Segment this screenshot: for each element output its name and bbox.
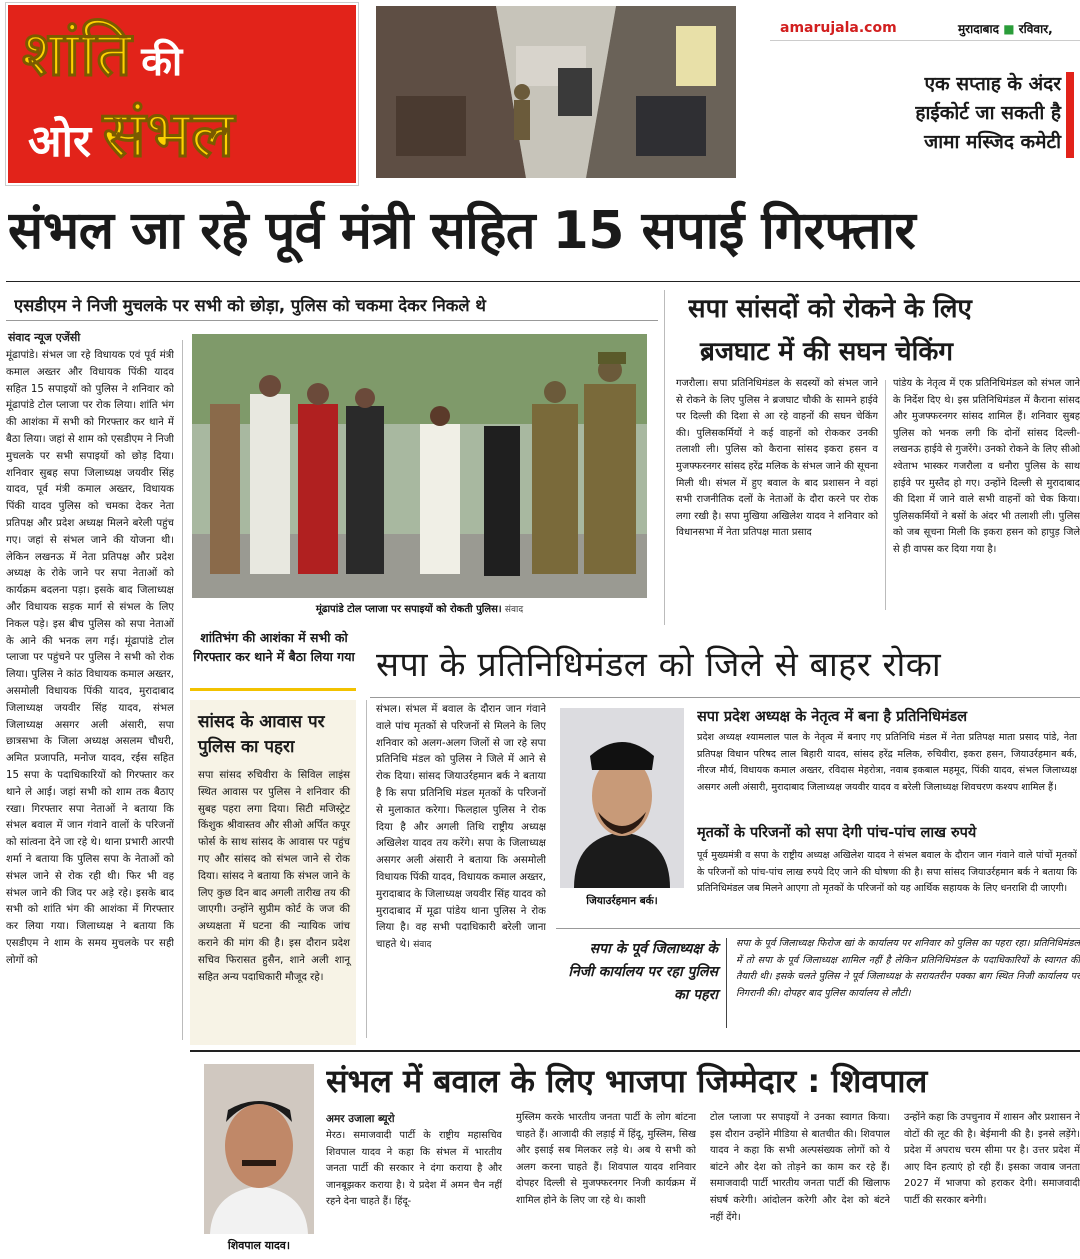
headline-rule (6, 281, 1080, 282)
delegation-body (376, 702, 546, 1037)
toll-plaza-graphic (192, 334, 647, 598)
right-story-col2: पांडेय के नेतृत्व में एक प्रतिनिधिमंडल को संभल जाने के निर्देश दिए थे। इस प्रतिनिधिमंडल में कैराना सांसद और मुजफ्फरनगर सांसद शामिल हैं। शनिवार सुबह पुलिस को भनक लगी कि दोनों सांसद दिल्ली-लखनऊ हाईवे से गुजरेंगे। उनको रोकने के लिए सीओ श्वेताभ भास्कर गजरौला व धनौरा पुलिस के साथ हाईवे पर मुस्तैद हो गए। उन्होंने दिल्ली से मुरादाबाद की दिशा में जाने वाले सभी वाहनों को चेक किया। पुलिसकर्मियों ने बसों के अंदर भी तलाशी ली। पुलिस को जब सूचना मिली कि इकरा हसन को हापुड़ जिले से ही वापस कर दिया गया है। (893, 378, 1080, 555)
street-photo-graphic (376, 6, 736, 178)
toll-plaza-photo (192, 334, 647, 598)
photo-caption-row (192, 599, 647, 623)
logo-word-ki: की (141, 39, 183, 85)
main-headline: संभल जा रहे पूर्व मंत्री सहित 15 सपाई गिरफ्तार (8, 201, 916, 261)
shivpal-col3: टोल प्लाजा पर सपाइयों ने उनका स्वागत किया। इस दौरान उन्होंने मीडिया से बातचीत की। शिवपाल यादव ने कहा कि सभी अल्पसंख्यक लोगों को ये बांटने और देश को तोड़ने का काम कर रहे हैं। समाजवादी पार्टी भारतीय जनता पार्टी की खिलाफ संघर्ष करेगी। आंदोलन करेगी और देश को बंटने नहीं देंगे। (710, 1112, 890, 1223)
dateline-day: रविवार, (1018, 22, 1053, 36)
side-headline-bar (1066, 72, 1074, 158)
delegation-sub2-headline: मृतकों के परिजनों को सपा देगी पांच-पांच लाख रुपये (697, 825, 977, 841)
dateline: मुरादाबाद ■ रविवार, (958, 22, 1053, 36)
photo-caption: मूंढापांडे टोल प्लाजा पर सपाइयों को रोकती पुलिस। (315, 604, 502, 615)
photo-credit: संवाद (504, 605, 524, 615)
barq-portrait-graphic (560, 708, 684, 888)
office-box-body: सपा के पूर्व जिलाध्यक्ष फिरोज खां के कार्यालय पर शनिवार को पुलिस का पहरा रहा। प्रतिनिधिमंडल में तो सपा के पूर्व जिलाध्यक्ष शामिल नहीं है लेकिन प्रतिनिधिमंडल के पदाधिकारियों के स्वागत की तैयारी थी। इसके चलते पुलिस ने पूर्व जिलाध्यक्ष के सरायतरीन पक्का बाग स्थित निजी कार्यालय पर निगरानी की। दोपहर बाद पुलिस कार्यालय से लौटी। (736, 938, 1080, 999)
office-box-headline: सपा के पूर्व जिलाध्यक्ष के निजी कार्यालय पर रहा पुलिस का पहरा (568, 941, 718, 1003)
logo-word-sambhal: संभल (102, 98, 235, 172)
office-box-rule (556, 928, 1080, 929)
shivpal-portrait (204, 1064, 314, 1234)
box-headline-rule (190, 688, 356, 691)
street-photo (376, 6, 736, 178)
masthead-rule (770, 40, 1080, 41)
shivpal-headline: संभल में बवाल के लिए भाजपा जिम्मेदार : शिवपाल (326, 1062, 928, 1100)
dateline-city: मुरादाबाद (958, 22, 1000, 36)
divider-center (366, 700, 367, 1038)
delegation-credit: संवाद (413, 940, 432, 951)
shivpal-col4: उन्होंने कहा कि उपचुनाव में शासन और प्रशासन ने वोटों की लूट की है। बेईमानी की है। इनसे लड़ेंगे। प्रदेश में अपराध चरम सीमा पर है। उत्तर प्रदेश में आए दिन हत्याएं हो रही हैं। इसका जवाब जनता 2027 में भाजपा को हराकर देगी। समाजवादी पार्टी की सरकार बनेगी। (904, 1112, 1080, 1206)
mp-house-box (190, 700, 356, 1045)
delegation-sub2-body: पूर्व मुख्यमंत्री व सपा के राष्ट्रीय अध्यक्ष अखिलेश यादव ने संभल बवाल के दौरान जान गंवाने वाले पांचों मृतकों के परिजनों को पांच-पांच लाख रुपये दिए जाने की घोषणा की है। सपा सांसद जियाउर्रहमान बर्क ने बताया कि प्रतिनिधिमंडल जब मिलने आएगा तो मृतकों के परिजनों को यह आर्थिक सहायक के लिए धनराशि दी जाएगी। (697, 850, 1077, 895)
left-subhead-rule (6, 320, 658, 321)
delegation-sub1-body: प्रदेश अध्यक्ष श्यामलाल पाल के नेतृत्व में बनाए गए प्रतिनिधि मंडल में नेता प्रतिपक्ष माता प्रसाद पांडे, नेता प्रतिपक्ष विधान परिषद लाल बिहारी यादव, सांसद हरेंद्र मलिक, रुचिवीरा, इकरा हसन, जियाउर्रहमान बर्क, नीरज मौर्य, विधायक कमाल अख्तर, रविदास मेहरोत्रा, नवाब इकबाल महमूद, पिंकी यादव, संभल जिलाध्यक्ष असगर अली अंसारी, मुरादाबाद जिलाध्यक्ष जयवीर यादव व बरेली जिलाध्यक्ष शिवचरण कश्यप शामिल हैं। (697, 732, 1077, 793)
shivpal-col1: मेरठ। समाजवादी पार्टी के राष्ट्रीय महासचिव शिवपाल यादव ने कहा कि संभल में भारतीय जनता पार्टी की सरकार ने दंगा कराया है और जानबूझकर कराया है। ये प्रदेश में अमन चैन नहीं रहने देना चाहते हैं। हिंदू- (326, 1130, 502, 1208)
right-headline-line2: ब्रजघाट में की सघन चेकिंग (700, 337, 954, 367)
right-headline-line1: सपा सांसदों को रोकने के लिए (688, 294, 972, 324)
left-story-col1: मूंढापांडे। संभल जा रहे विधायक एवं पूर्व मंत्री कमाल अख्तर और विधायक पिंकी यादव सहित 15 सपाइयों को पुलिस ने शनिवार को मूंढापांडे टोल प्लाजा पर रोक लिया। शांति भंग की आशंका में सभी को गिरफ्तार कर थाने में बैठा लिया। जहां से शाम को एसडीएम ने निजी मुचलके पर सभी सपाइयों को छोड़ दिया। शनिवार सुबह सपा जिलाध्यक्ष जयवीर सिंह यादव, पूर्व मंत्री कमाल अख्तर, विधायक पिंकी यादव पुलिस को चमका देकर नेता प्रतिपक्ष और प्रदेश अध्यक्ष मिलने बरेली पहुंच गए। जहां से संभल जाने की योजना थी। लेकिन लखनऊ में नेता प्रतिपक्ष और प्रदेश अध्यक्ष के रोके जाने पर सपा नेताओं को कार्यक्रम बदलना पड़ा। इसके बाद जिलाध्यक्ष और विधायक सड़क मार्ग से संभल के लिए निकल पड़े। इस बीच पुलिस को सपा नेताओं के आने की भनक लग गई। मूंढापांडे टोल प्लाजा पर पहुंचने पर पुलिस ने सभी को रोक लिया। पुलिस ने कांठ विधायक कमाल अख्तर, असमोली विधायक पिंकी यादव, मुरादाबाद जिलाध्यक्ष जयवीर सिंह यादव, संभल जिलाध्यक्ष असगर अली अंसारी, सपा छात्रसभा के जिला अध्यक्ष असलम चौधरी, अमित प्रजापति, मनोज यादव, रईस सहित 15 सपा के पदाधिकारियों को गिरफ्तार कर थाने ले आई। जहां सभी को शाम तक बैठाए रखा। गिरफ्तार सपा नेताओं ने बताया कि संभल बवाल में जान गंवाने वालों के परिजनों को सांत्वना देने जा रहे थे। थाना प्रभारी आरपी शर्मा ने बताया कि पुलिस सपा के नेताओं को संभल जाने से रोक रही थी। फिर भी वह संभल जाने की जिद पर अड़े रहे। इसके बाद सभी को शांति भंग की आशंका में गिरफ्तार कर लिया गया। जिलाध्यक्ष ने बताया कि एसडीएम ने शाम के समय मुचलके पर सही लोगों को (6, 350, 174, 966)
mp-house-body: सपा सांसद रुचिवीरा के सिविल लाइंस स्थित आवास पर पुलिस ने शनिवार की सुबह पहरा लगा दिया। सिटी मजिस्ट्रेट किंशुक श्रीवास्तव और सीओ अर्पित कपूर फोर्स के साथ सांसद के आवास पर पहुंच गए और सांसद को संभल जाने से रोक दिया। सांसद ने बताया कि संभल जाने के लिए कुछ दिन बाद अगली तारीख तय की जाएगी। उन्होंने सुप्रीम कोर्ट के जज की अध्यक्षता में घटना की न्यायिक जांच कराने की मांग की है। इस दौरान प्रदेश सचिव फिरासत हुसैन, शाने अली शानू सहित अन्य पदाधिकारी मौजूद रहे। (198, 770, 350, 983)
barq-portrait (560, 708, 684, 888)
delegation-body-text: संभल। संभल में बवाल के दौरान जान गंवाने वाले पांच मृतकों से परिजनों से मिलने के लिए शनिवार को अलग-अलग जिलों से जा रहे सपा प्रतिनिधि मंडल को पुलिस ने जिले में आने से रोक दिया। सांसद जियाउर्रहमान बर्क ने बताया है कि सपा प्रतिनिधि मंडल मृतकों के परिजनों से मुलाकात करेगा। फिलहाल पुलिस ने रोक दिया है और अगली तिथि राष्ट्रीय अध्यक्ष अखिलेश यादव तय करेंगे। सपा के जिलाध्यक्ष असगर अली अंसारी ने बताया कि असमोली विधायक पिंकी यादव, विधायक कमाल अख्तर, मुरादाबाद के जिलाध्यक्ष जयवीर सिंह यादव को मुरादाबाद में मूढा पांडेय थाना पुलिस ने रोक लिया है। वह सभी पदाधिकारी बरेली जाना चाहते थे। (376, 704, 546, 951)
left-subhead: एसडीएम ने निजी मुचलके पर सभी को छोड़ा, पुलिस को चकमा देकर निकले थे (14, 296, 486, 315)
box-headline: शांतिभंग की आशंका में सभी को गिरफ्तार कर थाने में बैठा लिया गया (193, 630, 355, 664)
shivpal-byline: अमर उजाला ब्यूरो (326, 1113, 395, 1125)
delegation-headline: सपा के प्रतिनिधिमंडल को जिले से बाहर रोका (376, 645, 942, 685)
logo-word-shanti: शांति (22, 17, 132, 90)
shivpal-portrait-caption: शिवपाल यादव। (227, 1239, 291, 1252)
left-byline: संवाद न्यूज एजेंसी (8, 331, 81, 344)
delegation-rule (370, 697, 1080, 698)
office-box-divider (726, 938, 727, 1028)
site-name: amarujala.com (780, 20, 897, 36)
barq-portrait-caption: जियाउर्रहमान बर्क। (586, 895, 658, 907)
divider-right-main (664, 290, 665, 625)
mp-house-headline: सांसद के आवास पर पुलिस का पहरा (198, 712, 325, 757)
shivpal-portrait-graphic (204, 1064, 314, 1234)
right-col-divider (885, 380, 886, 610)
shivpal-col2: मुस्लिम करके भारतीय जनता पार्टी के लोग बांटना चाहते हैं। आजादी की लड़ाई में हिंदू, मुस्लिम, सिख और इसाई सब मिलकर लड़े थे। अब ये सभी को अलग करना चाहते हैं। शिवपाल यादव शनिवार दोपहर दिल्ली से मुजफ्फरनगर निजी कार्यक्रम में शामिल होने के लिए जा रहे थे। काशी (516, 1112, 696, 1206)
divider-left (182, 340, 183, 1040)
side-headline: एक सप्ताह के अंदर हाईकोर्ट जा सकती है जामा मस्जिद कमेटी (915, 73, 1061, 153)
right-story-col1: गजरौला। सपा प्रतिनिधिमंडल के सदस्यों को संभल जाने से रोकने के लिए पुलिस ने ब्रजघाट चौकी के सामने हाईवे पर दिल्ली की दिशा से आ रहे वाहनों की सघन चेकिंग की। पुलिसकर्मियों ने कई वाहनों को रोककर उनकी तलाशी ली। पुलिस को कैराना सांसद इकरा हसन व मुजफ्फरनगर सांसद हरेंद्र मलिक के संभल जाने की सूचना मिली थी। संभल में हुए बवाल के बाद प्रशासन ने वहां सभी राजनीतिक दलों के नेताओं के दौरा करने पर रोक लगा रखी है। सपा मुखिया अखिलेश यादव ने शनिवार को विधानसभा में नेता प्रतिपक्ष माता प्रसाद (676, 378, 878, 539)
logo-block (6, 3, 358, 185)
delegation-sub1-headline: सपा प्रदेश अध्यक्ष के नेतृत्व में बना है प्रतिनिधिमंडल (697, 709, 968, 725)
logo-word-or: ओर (28, 116, 92, 167)
